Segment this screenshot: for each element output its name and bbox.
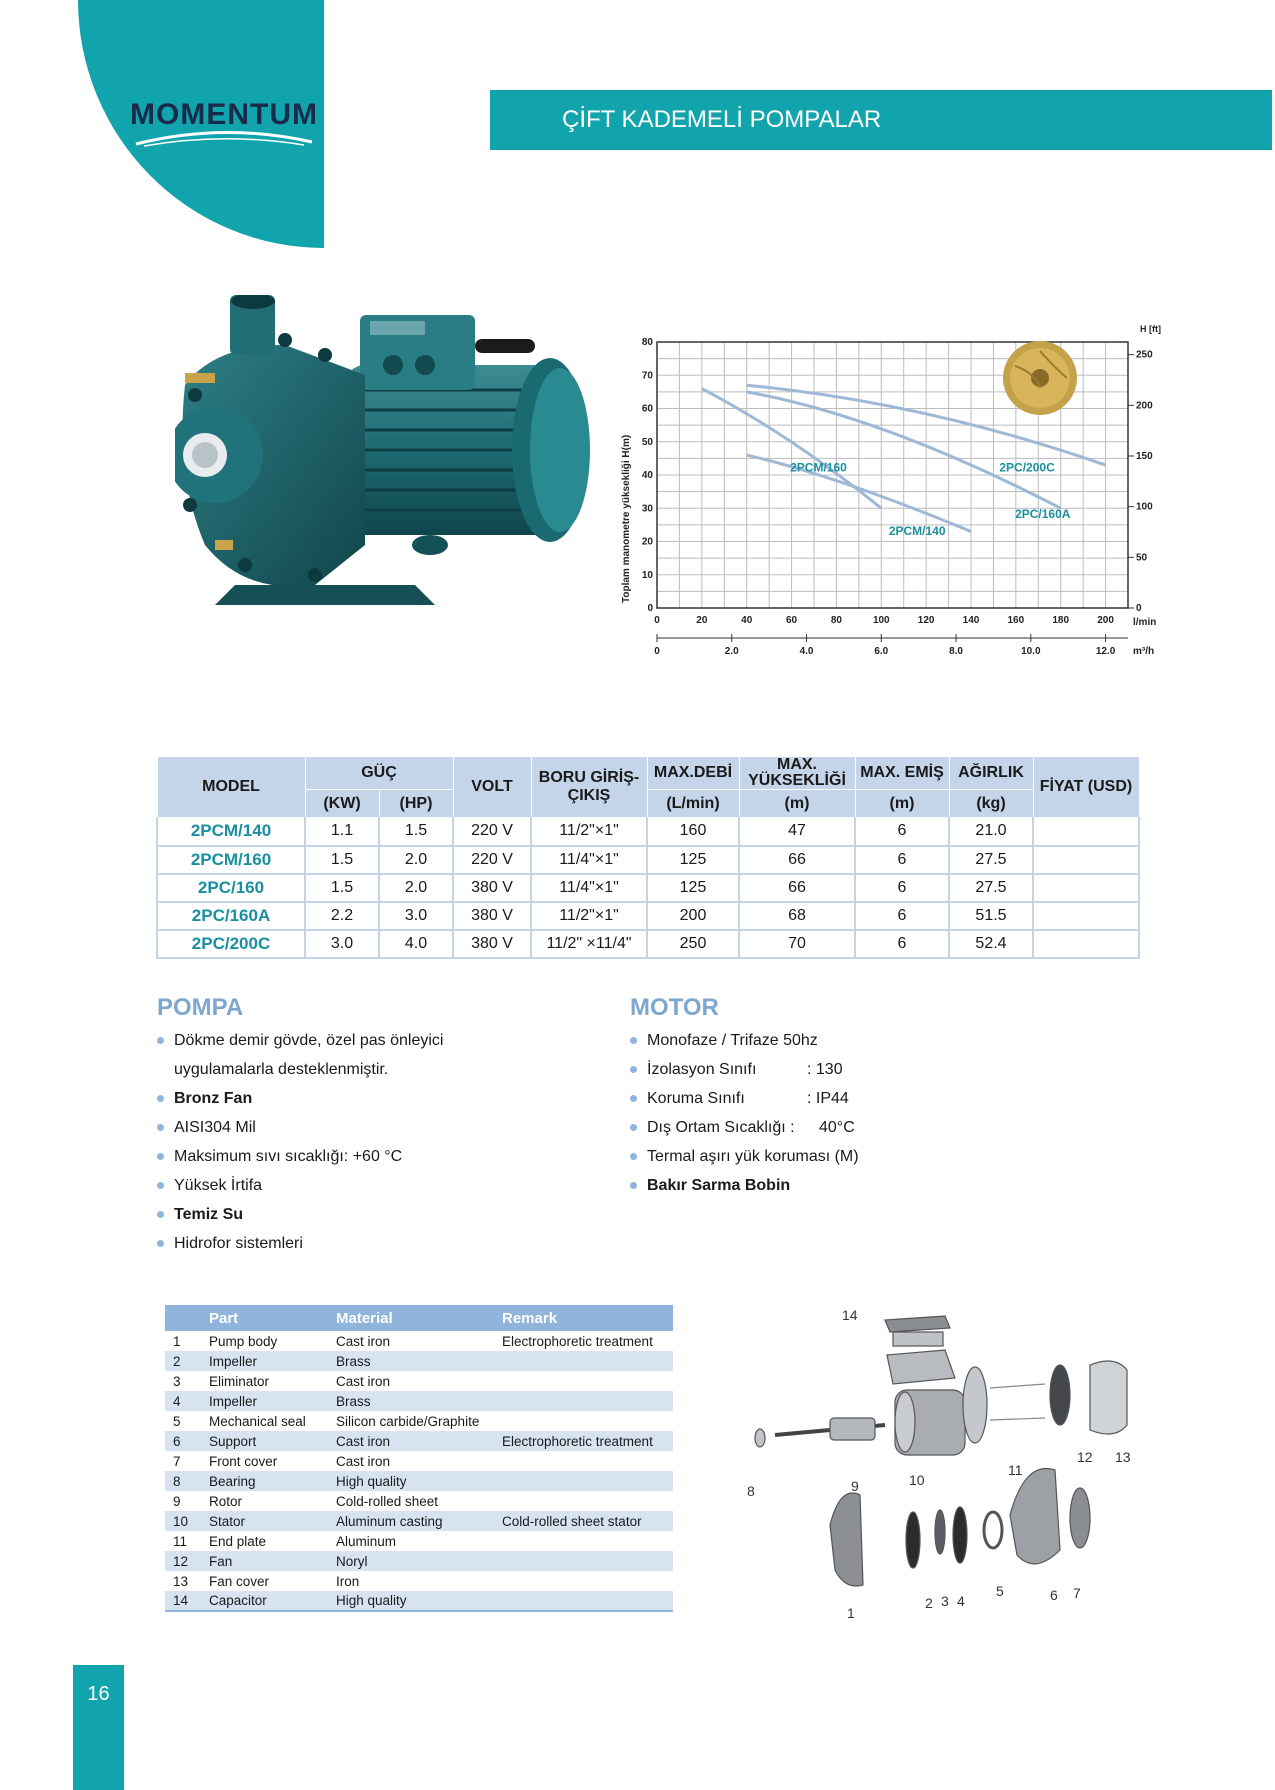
list-item	[630, 1113, 1050, 1142]
callout-label: 3	[941, 1593, 949, 1609]
performance-chart	[615, 318, 1175, 658]
header-hp: (HP)	[379, 790, 453, 818]
right-axis-label: H [ft]	[1140, 324, 1161, 334]
part-name: Bearing	[209, 1471, 336, 1491]
part-remark	[502, 1391, 673, 1411]
kw-cell: 1.5	[305, 846, 379, 874]
header-suction: MAX. EMİŞ	[855, 757, 949, 790]
spec-table	[156, 756, 1140, 959]
part-num: 10	[165, 1511, 209, 1531]
suction-cell: 6	[855, 902, 949, 930]
flow-cell: 125	[647, 874, 739, 902]
list-item-value: 40°C	[819, 1119, 855, 1136]
x-tick-label: 120	[917, 615, 935, 626]
header-price: FİYAT (USD)	[1033, 757, 1139, 818]
x-tick-label: 20	[696, 615, 708, 626]
table-row	[165, 1331, 673, 1351]
page-number-bar	[73, 1665, 124, 1790]
flow-cell: 200	[647, 902, 739, 930]
hp-cell: 4.0	[379, 930, 453, 958]
head-cell: 47	[739, 818, 855, 846]
weight-cell: 51.5	[949, 902, 1033, 930]
y-tick-label: 70	[641, 370, 653, 382]
part-material: Cast iron	[336, 1333, 391, 1349]
part-remark	[502, 1411, 673, 1431]
part-name: Fan cover	[209, 1573, 270, 1589]
pipe-cell: 11/4"×1"	[531, 846, 647, 874]
part-remark	[502, 1551, 673, 1571]
model-cell: 2PCM/140	[157, 818, 305, 846]
pump-photo	[175, 295, 615, 635]
weight-cell: 27.5	[949, 874, 1033, 902]
callout-label: 13	[1115, 1449, 1131, 1465]
series-label: 2PCM/140	[888, 523, 946, 538]
list-item	[630, 1084, 1050, 1113]
part-remark: Electrophoretic treatment	[502, 1333, 653, 1349]
y2-tick-label: 100	[1136, 501, 1153, 513]
y-axis-label: Toplam manometre yüksekliği H(m)	[621, 434, 632, 603]
part-remark	[502, 1351, 673, 1371]
table-row	[165, 1431, 673, 1451]
list-item-value: : 130	[807, 1061, 843, 1078]
hp-cell: 1.5	[379, 818, 453, 846]
part-remark	[502, 1471, 673, 1491]
exploded-view-diagram	[735, 1300, 1155, 1630]
pompa-list	[157, 1026, 577, 1258]
list-item: uygulamalarla desteklenmiştir.	[174, 1061, 389, 1078]
table-row	[165, 1471, 673, 1491]
callout-label: 14	[842, 1307, 858, 1323]
part-name: Support	[209, 1431, 336, 1451]
y2-tick-label: 200	[1136, 400, 1153, 412]
header-suction-unit: (m)	[855, 790, 949, 818]
kw-cell: 2.2	[305, 902, 379, 930]
x-axis-unit: l/min	[1133, 617, 1157, 628]
list-item-label: Bakır Sarma Bobin	[647, 1177, 791, 1194]
flow-cell: 125	[647, 846, 739, 874]
model-cell: 2PCM/160	[157, 846, 305, 874]
list-item: Hidrofor sistemleri	[157, 1229, 577, 1258]
x2-tick-label: 0	[654, 646, 660, 657]
table-row	[157, 902, 1139, 930]
table-row	[165, 1411, 673, 1431]
part-name: Impeller	[209, 1391, 336, 1411]
header-weight: AĞIRLIK	[949, 757, 1033, 790]
part-material: High quality	[336, 1471, 502, 1491]
callout-label: 9	[851, 1478, 859, 1494]
x-tick-label: 180	[1052, 615, 1070, 626]
head-cell: 66	[739, 846, 855, 874]
y-tick-label: 0	[647, 603, 653, 614]
series-label: 2PCM/160	[790, 460, 847, 475]
table-row	[165, 1511, 673, 1531]
part-name: Fan	[209, 1551, 336, 1571]
part-remark	[502, 1571, 673, 1591]
list-item-label: Koruma Sınıfı	[647, 1090, 745, 1107]
part-name: End plate	[209, 1533, 267, 1549]
parts-header-remark: Remark	[502, 1305, 673, 1331]
table-row	[157, 846, 1139, 874]
model-cell: 2PC/200C	[157, 930, 305, 958]
price-cell	[1033, 902, 1139, 930]
page-title: ÇİFT KADEMELİ POMPALAR	[490, 90, 1272, 150]
part-name: Capacitor	[209, 1591, 336, 1611]
y-tick-label: 60	[641, 403, 653, 415]
list-item-label: İzolasyon Sınıfı	[647, 1061, 757, 1078]
parts-header-num	[165, 1305, 209, 1331]
parts-header-part: Part	[209, 1305, 336, 1331]
hp-cell: 2.0	[379, 846, 453, 874]
list-item-label: Dış Ortam Sıcaklığı :	[647, 1119, 795, 1136]
x-tick-label: 80	[830, 615, 842, 626]
part-material: Cast iron	[336, 1431, 502, 1451]
part-remark	[502, 1371, 673, 1391]
table-row	[165, 1551, 673, 1571]
part-num: 11	[173, 1533, 188, 1549]
list-item: Bronz Fan	[157, 1084, 577, 1113]
y-tick-label: 30	[641, 503, 653, 515]
part-remark	[502, 1531, 673, 1551]
series-label: 2PC/200C	[999, 460, 1055, 475]
part-remark	[502, 1451, 673, 1471]
part-remark: Electrophoretic treatment	[502, 1431, 673, 1451]
model-cell: 2PC/160	[157, 874, 305, 902]
callout-label: 12	[1077, 1449, 1093, 1465]
volt-cell: 220 V	[453, 846, 531, 874]
series-label: 2PC/160A	[1015, 507, 1071, 522]
table-row	[165, 1351, 673, 1371]
header-weight-unit: (kg)	[949, 790, 1033, 818]
x-tick-label: 140	[962, 615, 980, 626]
table-row	[165, 1371, 673, 1391]
y-tick-label: 40	[641, 470, 653, 481]
x-tick-label: 0	[654, 615, 660, 626]
part-num: 5	[173, 1413, 181, 1429]
part-num: 1	[173, 1333, 181, 1349]
list-item-value: : IP44	[807, 1090, 849, 1107]
list-item: AISI304 Mil	[157, 1113, 577, 1142]
suction-cell: 6	[855, 846, 949, 874]
parts-table	[165, 1305, 673, 1612]
table-row	[165, 1491, 673, 1511]
weight-cell: 27.5	[949, 846, 1033, 874]
part-material: Cast iron	[336, 1453, 391, 1469]
table-row	[157, 818, 1139, 846]
callout-label: 10	[909, 1472, 925, 1488]
logo-swoosh-icon	[134, 126, 314, 148]
callout-label: 1	[847, 1605, 855, 1621]
part-num: 4	[165, 1391, 209, 1411]
part-num: 2	[165, 1351, 209, 1371]
y-tick-label: 20	[641, 536, 653, 548]
pipe-cell: 11/2" ×11/4"	[531, 930, 647, 958]
part-material: Brass	[336, 1391, 502, 1411]
y-tick-label: 10	[641, 569, 653, 581]
part-material: Noryl	[336, 1551, 502, 1571]
part-num: 9	[173, 1493, 181, 1509]
part-num: 12	[165, 1551, 209, 1571]
flow-cell: 250	[647, 930, 739, 958]
weight-cell: 21.0	[949, 818, 1033, 846]
page-number: 16	[87, 1683, 110, 1705]
part-num: 8	[165, 1471, 209, 1491]
volt-cell: 380 V	[453, 874, 531, 902]
pipe-cell: 11/2"×1"	[531, 818, 647, 846]
part-num: 7	[173, 1453, 181, 1469]
list-item	[630, 1026, 1050, 1055]
price-cell	[1033, 930, 1139, 958]
hp-cell: 2.0	[379, 874, 453, 902]
list-item: Maksimum sıvı sıcaklığı: +60 °C	[157, 1142, 577, 1171]
header-pipe: BORU GİRİŞ-ÇIKIŞ	[531, 757, 647, 818]
x2-tick-label: 12.0	[1095, 646, 1116, 657]
x2-tick-label: 10.0	[1021, 646, 1041, 657]
volt-cell: 220 V	[453, 818, 531, 846]
kw-cell: 1.1	[305, 818, 379, 846]
pompa-title: POMPA	[157, 994, 244, 1021]
header-volt: VOLT	[453, 757, 531, 818]
part-name: Front cover	[209, 1453, 278, 1469]
price-cell	[1033, 818, 1139, 846]
x2-tick-label: 6.0	[874, 646, 889, 657]
price-cell	[1033, 846, 1139, 874]
part-num: 6	[165, 1431, 209, 1451]
parts-header-material: Material	[336, 1305, 502, 1331]
y2-tick-label: 50	[1136, 552, 1148, 564]
callout-label: 11	[1008, 1462, 1023, 1478]
part-material: Brass	[336, 1351, 502, 1371]
callout-label: 6	[1050, 1587, 1058, 1603]
callout-label: 5	[996, 1583, 1004, 1599]
table-row	[165, 1571, 673, 1591]
y2-tick-label: 250	[1136, 349, 1153, 361]
head-cell: 70	[739, 930, 855, 958]
part-material: Silicon carbide/Graphite	[336, 1413, 480, 1429]
list-item-label: Termal aşırı yük koruması (M)	[647, 1148, 859, 1165]
part-material: Cold-rolled sheet	[336, 1493, 439, 1509]
part-material: Aluminum casting	[336, 1511, 502, 1531]
weight-cell: 52.4	[949, 930, 1033, 958]
list-item	[630, 1055, 1050, 1084]
suction-cell: 6	[855, 930, 949, 958]
y2-tick-label: 150	[1136, 450, 1153, 462]
header-head: MAX. YÜKSEKLİĞİ	[739, 757, 855, 790]
part-num: 3	[173, 1373, 181, 1389]
part-name: Pump body	[209, 1333, 278, 1349]
pipe-cell: 11/4"×1"	[531, 874, 647, 902]
part-material: Cast iron	[336, 1373, 391, 1389]
model-cell: 2PC/160A	[157, 902, 305, 930]
y-tick-label: 50	[641, 436, 653, 448]
header-flow-unit: (L/min)	[647, 790, 739, 818]
table-row	[157, 874, 1139, 902]
header-model: MODEL	[157, 757, 305, 818]
suction-cell: 6	[855, 818, 949, 846]
list-item: Yüksek İrtifa	[157, 1171, 577, 1200]
brand-logo: MOMENTUM	[130, 98, 318, 131]
part-name: Mechanical seal	[209, 1413, 306, 1429]
suction-cell: 6	[855, 874, 949, 902]
part-name: Impeller	[209, 1351, 336, 1371]
callout-label: 4	[957, 1593, 965, 1609]
header-power: GÜÇ	[305, 757, 453, 790]
part-num: 13	[173, 1573, 189, 1589]
x-tick-label: 100	[872, 615, 890, 626]
list-item-label: Monofaze / Trifaze 50hz	[647, 1032, 818, 1049]
table-row	[157, 930, 1139, 958]
list-item	[630, 1171, 1050, 1200]
part-num: 14	[165, 1591, 209, 1611]
part-remark	[502, 1491, 673, 1511]
x-tick-label: 60	[786, 615, 798, 626]
part-name: Eliminator	[209, 1373, 270, 1389]
x-tick-label: 160	[1007, 615, 1025, 626]
motor-list	[630, 1026, 1050, 1200]
part-name: Stator	[209, 1511, 336, 1531]
x2-tick-label: 2.0	[724, 646, 739, 657]
flow-cell: 160	[647, 818, 739, 846]
part-remark	[502, 1591, 673, 1611]
x-tick-label: 40	[741, 615, 753, 626]
part-material: High quality	[336, 1591, 502, 1611]
kw-cell: 3.0	[305, 930, 379, 958]
volt-cell: 380 V	[453, 930, 531, 958]
price-cell	[1033, 874, 1139, 902]
table-row	[165, 1591, 673, 1611]
header-kw: (KW)	[305, 790, 379, 818]
x2-axis-unit: m³/h	[1133, 646, 1155, 657]
list-item: Dökme demir gövde, özel pas önleyici	[157, 1026, 577, 1055]
motor-title: MOTOR	[630, 994, 719, 1021]
kw-cell: 1.5	[305, 874, 379, 902]
hp-cell: 3.0	[379, 902, 453, 930]
callout-label: 2	[925, 1595, 933, 1611]
callout-label: 7	[1073, 1585, 1081, 1601]
list-item: Temiz Su	[157, 1200, 577, 1229]
table-row	[165, 1531, 673, 1551]
head-cell: 66	[739, 874, 855, 902]
header-flow: MAX.DEBİ	[647, 757, 739, 790]
pipe-cell: 11/2"×1"	[531, 902, 647, 930]
part-remark: Cold-rolled sheet stator	[502, 1511, 673, 1531]
chart-tick-labels	[642, 337, 1153, 657]
part-material: Iron	[336, 1573, 360, 1589]
part-material: Aluminum	[336, 1533, 397, 1549]
header-head-unit: (m)	[739, 790, 855, 818]
table-row	[165, 1451, 673, 1471]
callout-label: 8	[747, 1483, 755, 1499]
table-row	[165, 1391, 673, 1411]
impeller-photo	[1003, 341, 1077, 415]
y-tick-label: 80	[641, 337, 653, 348]
volt-cell: 380 V	[453, 902, 531, 930]
list-item	[630, 1142, 1050, 1171]
x2-tick-label: 8.0	[949, 646, 964, 657]
x-tick-label: 200	[1097, 615, 1114, 626]
head-cell: 68	[739, 902, 855, 930]
y2-tick-label: 0	[1136, 603, 1142, 614]
x2-tick-label: 4.0	[799, 646, 814, 657]
part-name: Rotor	[209, 1493, 243, 1509]
